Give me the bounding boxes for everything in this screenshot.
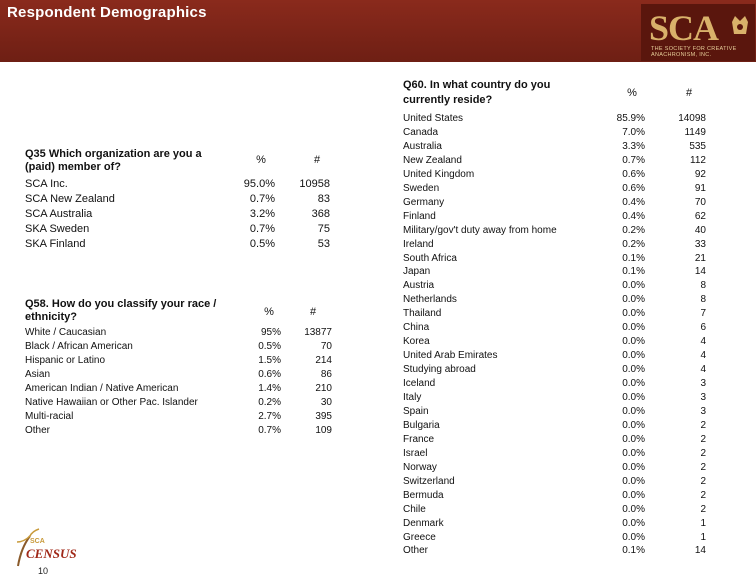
q60-row-pct: 0.0% (622, 503, 645, 515)
q60-row-count: 1149 (684, 126, 706, 138)
q58-row-pct: 0.2% (258, 397, 281, 408)
q60-row-count: 2 (700, 461, 706, 473)
q60-row-pct: 0.0% (622, 350, 645, 362)
sca-logo (641, 4, 755, 61)
q60-row-label: Iceland (403, 378, 436, 390)
q60-row-pct: 7.0% (622, 126, 645, 138)
q60-row-count: 92 (694, 168, 706, 180)
q60-row-label: Bulgaria (403, 419, 440, 431)
q60-row-pct: 0.0% (622, 322, 645, 334)
q35-row-label: SKA Sweden (25, 223, 90, 235)
q60-pct-header: % (627, 87, 637, 99)
q58-row-label: Other (25, 425, 51, 436)
q60-row-count: 14 (694, 266, 706, 278)
q60-row-pct: 0.0% (622, 433, 645, 445)
q60-row-count: 2 (700, 419, 706, 431)
q60-row-pct: 0.0% (622, 447, 645, 459)
q60-row-count: 112 (690, 154, 706, 166)
q60-row-pct: 0.0% (622, 336, 645, 348)
q35-row-count: 10958 (299, 178, 330, 190)
q60-row-pct: 0.2% (622, 238, 645, 250)
q60-row-pct: 0.4% (622, 196, 645, 208)
q60-row-label: Netherlands (403, 294, 457, 306)
q60-row-label: Chile (403, 503, 426, 515)
q60-row-label: South Africa (403, 252, 457, 264)
q58-title: Q58. How do you classify your race / ethnicity? (25, 298, 217, 323)
q35-row-pct: 3.2% (249, 208, 275, 220)
q35-row-label: SCA Australia (25, 208, 93, 220)
q60-row-pct: 0.0% (622, 461, 645, 473)
q58-row-pct: 2.7% (258, 411, 281, 422)
q60-row-label: Norway (403, 461, 437, 473)
q35-row-pct: 95.0% (243, 178, 275, 190)
q35-count-header: # (313, 154, 321, 166)
q60-row-pct: 0.1% (622, 545, 645, 557)
q60-row-pct: 0.0% (622, 378, 645, 390)
q58-row-count: 30 (320, 397, 332, 408)
q58-count-header: # (309, 306, 317, 318)
q60-row-label: Finland (403, 210, 436, 222)
q60-section (403, 78, 733, 568)
q58-row-count: 13877 (304, 327, 332, 338)
q60-row-count: 3 (700, 392, 706, 403)
q58-row-label: Asian (25, 369, 51, 380)
q60-row-count: 3 (700, 405, 706, 417)
q60-row-label: Ireland (403, 238, 434, 250)
q60-count-header: # (685, 87, 693, 99)
q60-row-pct: 0.0% (622, 517, 645, 529)
q58-row-count: 210 (315, 383, 332, 394)
q60-row-label: Austria (403, 280, 435, 292)
q60-row-count: 4 (700, 364, 706, 376)
sca-logo-letters: SCA (649, 8, 719, 48)
q60-row-label: Australia (403, 140, 442, 152)
q60-row-count: 4 (700, 336, 706, 348)
q58-row-count: 214 (315, 355, 332, 366)
q60-row-count: 2 (700, 503, 706, 515)
q58-row-count: 70 (320, 341, 332, 352)
q60-row-label: Canada (403, 126, 439, 138)
q60-row-pct: 0.0% (622, 531, 645, 543)
q58-row-label: Native Hawaiian or Other Pac. Islander (25, 397, 198, 408)
page-number: 10 (38, 566, 49, 576)
q60-row-label: Korea (403, 336, 430, 348)
q60-row-label: United States (403, 113, 464, 124)
q60-row-count: 62 (694, 210, 706, 222)
q60-row-count: 2 (700, 433, 706, 445)
q35-row-count: 53 (317, 238, 330, 250)
q60-row-count: 1 (700, 531, 706, 543)
q60-row-count: 21 (694, 252, 706, 264)
q60-row-label: Spain (403, 405, 429, 417)
q58-row-pct: 0.7% (258, 425, 281, 436)
q60-row-label: Sweden (403, 182, 440, 194)
q60-row-pct: 0.7% (622, 154, 645, 166)
q60-row-count: 70 (694, 196, 706, 208)
q35-row-pct: 0.7% (249, 193, 275, 205)
q35-row-pct: 0.7% (249, 223, 275, 235)
q60-row-count: 535 (689, 140, 706, 152)
q35-row-count: 368 (311, 208, 330, 220)
q58-row-label: American Indian / Native American (25, 383, 179, 394)
q60-row-label: Switzerland (403, 475, 455, 487)
q60-row-label: Germany (403, 196, 445, 208)
q60-row-pct: 0.2% (622, 224, 645, 236)
q60-row-pct: 0.0% (622, 308, 645, 320)
q58-row-pct: 0.6% (258, 369, 281, 380)
sca-logo-subtitle: THE SOCIETY FOR CREATIVE ANACHRONISM, INC. (651, 46, 737, 58)
q60-row-pct: 0.0% (622, 392, 645, 403)
q60-row-label: United Arab Emirates (403, 350, 498, 362)
q60-row-label: Israel (403, 447, 428, 459)
q60-row-label: Other (403, 545, 429, 557)
q60-row-count: 2 (700, 489, 706, 501)
q60-row-label: Japan (403, 266, 431, 278)
q60-row-label: China (403, 322, 430, 334)
page-title: Respondent Demographics (7, 4, 207, 21)
q60-row-count: 40 (694, 224, 706, 236)
q58-row-label: Multi-racial (25, 411, 74, 422)
q58-section (25, 298, 365, 448)
crown-emblem-icon (729, 12, 751, 38)
q60-row-count: 2 (700, 447, 706, 459)
q60-row-count: 4 (700, 350, 706, 362)
q60-row-count: 6 (700, 322, 706, 334)
q60-row-count: 14098 (678, 113, 706, 124)
q60-row-pct: 0.1% (622, 266, 645, 278)
q60-row-count: 1 (700, 517, 706, 529)
q60-row-label: Military/gov't duty away from home (403, 224, 557, 236)
q60-row-count: 3 (700, 378, 706, 390)
q60-title: Q60. In what country do you currently reside? (403, 79, 551, 106)
q60-row-pct: 0.0% (622, 405, 645, 417)
q58-pct-header: % (264, 306, 274, 318)
q60-row-label: Italy (403, 392, 422, 403)
q60-row-pct: 0.4% (622, 210, 645, 222)
q60-row-pct: 0.0% (622, 280, 645, 292)
q60-row-label: Bermuda (403, 489, 444, 501)
q58-row-pct: 1.5% (258, 355, 281, 366)
q58-row-count: 86 (320, 369, 332, 380)
q60-row-pct: 0.0% (622, 475, 645, 487)
q60-row-label: New Zealand (403, 154, 462, 166)
q35-row-label: SKA Finland (25, 238, 86, 250)
q60-row-label: Thailand (403, 308, 442, 320)
q60-row-label: Denmark (403, 517, 444, 529)
q58-row-label: Black / African American (25, 341, 133, 352)
q60-row-count: 7 (700, 308, 706, 320)
census-logo-text: CENSUS (26, 546, 77, 561)
q60-row-count: 14 (694, 545, 706, 557)
q60-row-label: France (403, 433, 435, 445)
q60-row-count: 91 (694, 182, 706, 194)
q58-row-label: Hispanic or Latino (25, 355, 106, 366)
q35-pct-header: % (256, 154, 266, 166)
q60-row-pct: 0.6% (622, 168, 645, 180)
q35-row-label: SCA Inc. (25, 178, 68, 190)
header-banner (0, 0, 756, 62)
q60-row-pct: 0.0% (622, 419, 645, 431)
q60-row-pct: 0.1% (622, 252, 645, 264)
q35-row-pct: 0.5% (249, 238, 275, 250)
q58-row-count: 395 (315, 411, 332, 422)
q58-row-count: 109 (315, 425, 332, 436)
q35-section (25, 148, 365, 258)
q60-row-label: Greece (403, 531, 436, 543)
q35-row-count: 75 (317, 223, 330, 235)
q35-row-count: 83 (317, 193, 330, 205)
q60-row-label: Studying abroad (403, 364, 476, 376)
q60-row-pct: 0.0% (622, 294, 645, 306)
census-logo-prefix: SCA (30, 538, 45, 545)
q60-row-count: 33 (694, 238, 706, 250)
q60-row-pct: 3.3% (622, 140, 645, 152)
q58-row-pct: 0.5% (258, 341, 281, 352)
q60-row-count: 2 (700, 475, 706, 487)
q60-row-pct: 0.0% (622, 489, 645, 501)
q58-row-pct: 1.4% (258, 383, 281, 394)
q60-row-pct: 85.9% (616, 113, 645, 124)
q58-row-label: White / Caucasian (25, 327, 107, 338)
q35-row-label: SCA New Zealand (25, 193, 115, 205)
q58-row-pct: 95% (260, 327, 281, 338)
q60-row-count: 8 (700, 294, 706, 306)
q60-row-pct: 0.0% (622, 364, 645, 376)
q60-row-count: 8 (700, 280, 706, 292)
q35-title: Q35 Which organization are you a (paid) member of? (25, 148, 202, 173)
q60-row-label: United Kingdom (403, 168, 475, 180)
q60-row-pct: 0.6% (622, 182, 645, 194)
